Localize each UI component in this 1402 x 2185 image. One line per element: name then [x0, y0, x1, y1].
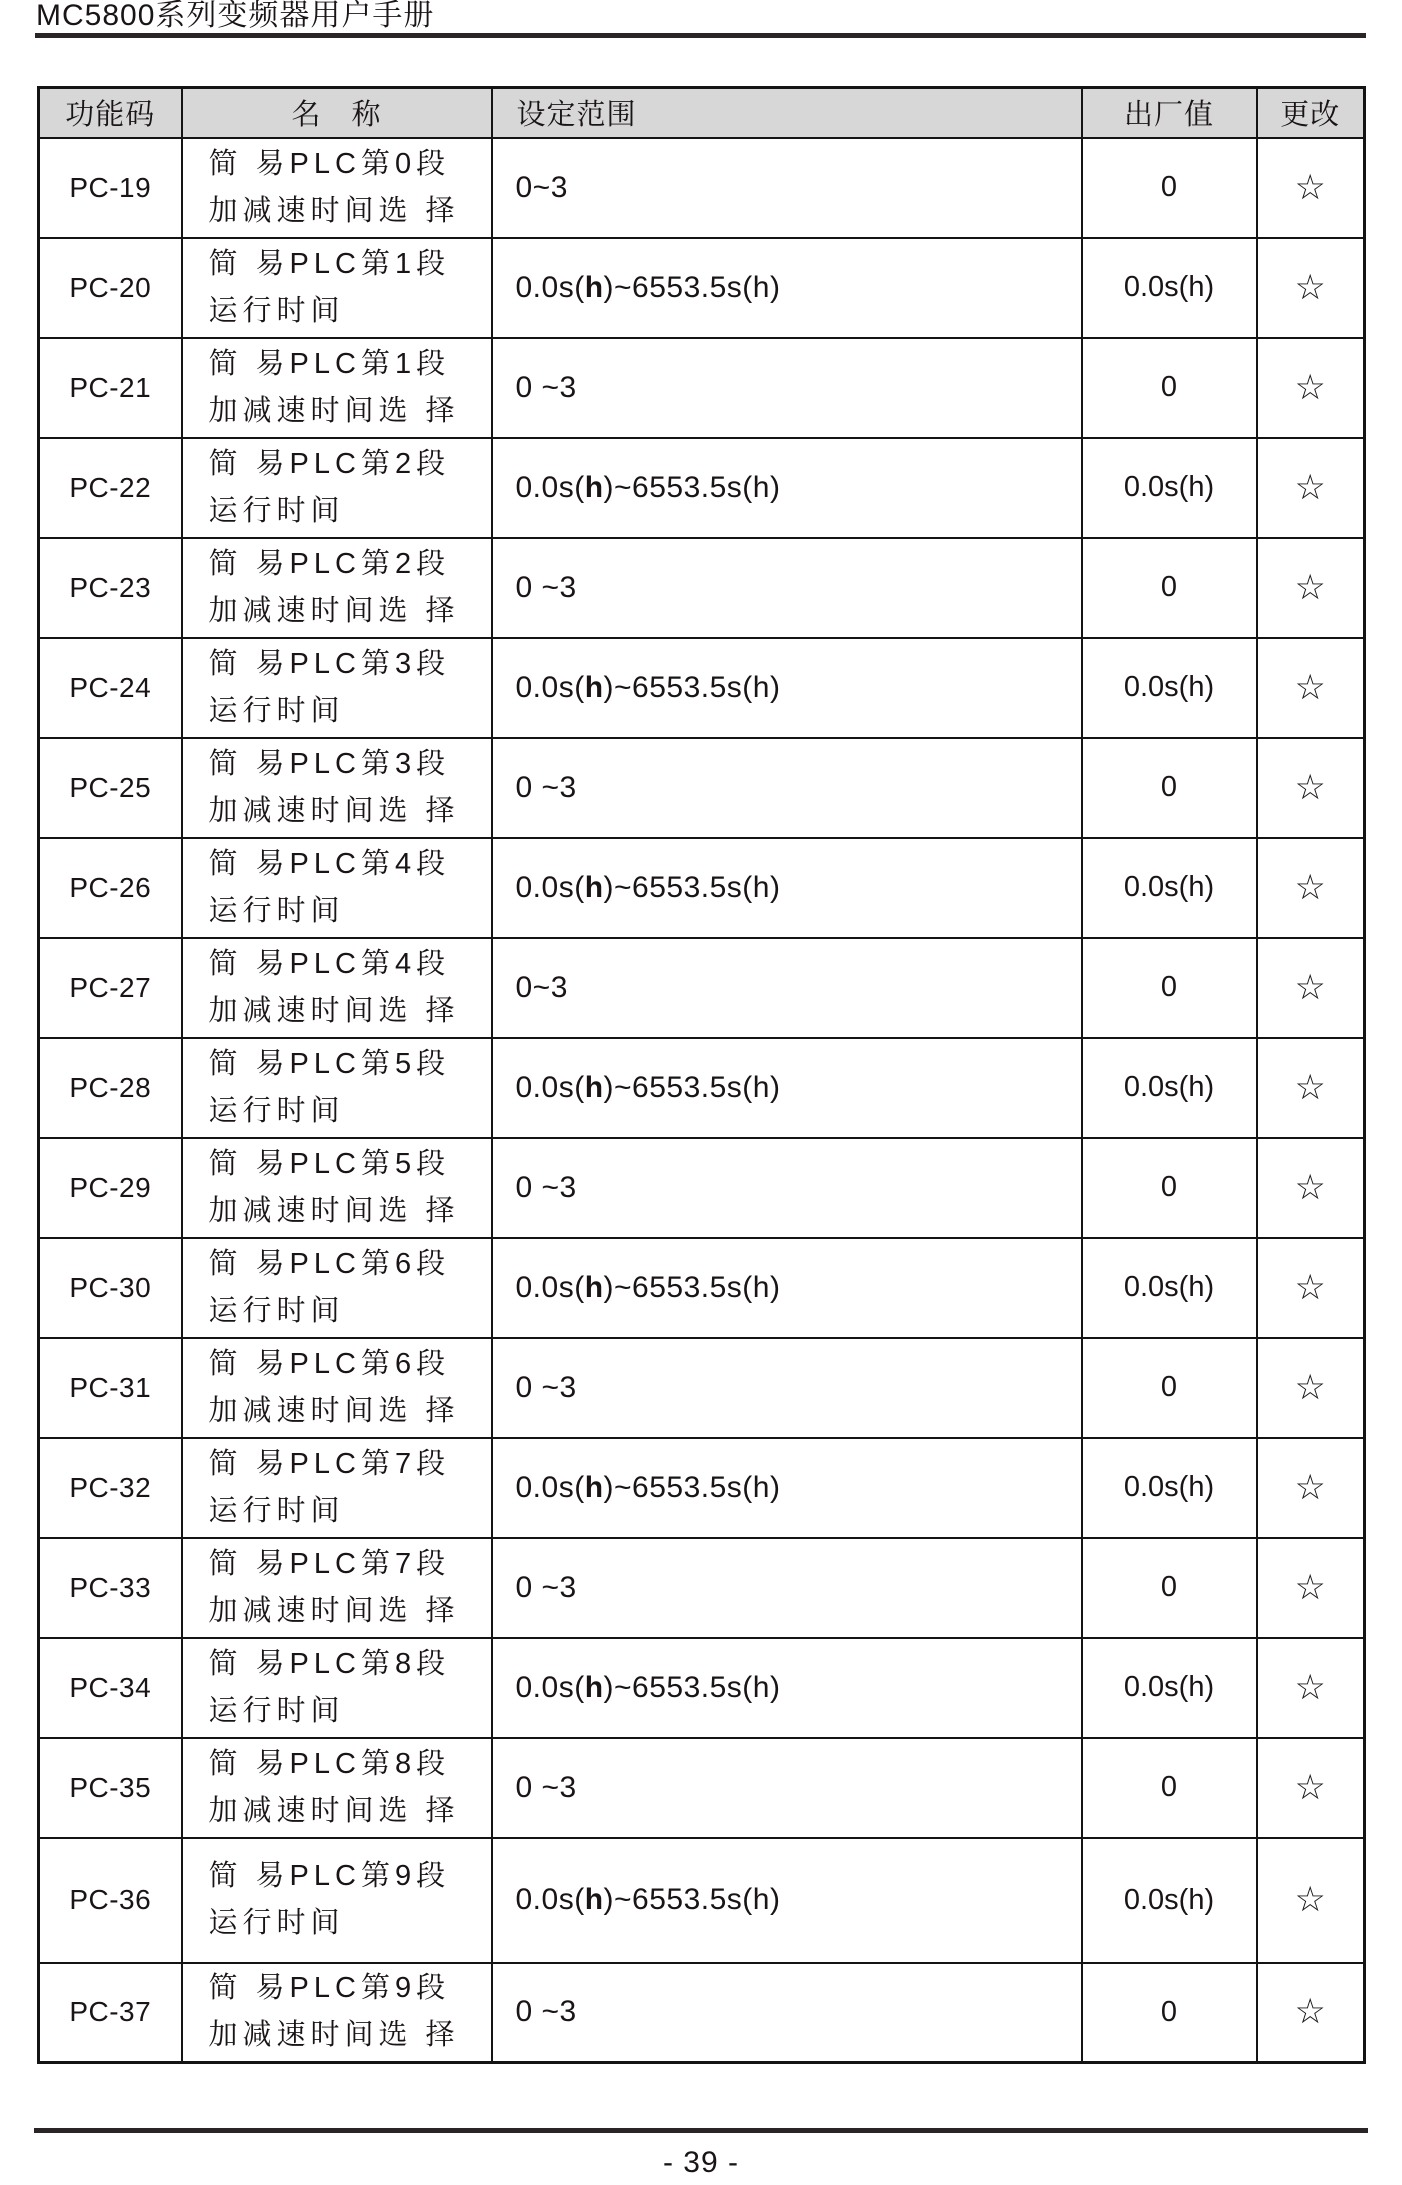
- cell-name: [182, 638, 492, 738]
- table-row: [39, 1038, 1365, 1138]
- cell-change star-outline-icon: ☆: [1257, 538, 1365, 638]
- name-line-2: 运行时间: [208, 1494, 345, 1527]
- cell-factory-value: 0.0s(h): [1082, 838, 1257, 938]
- cell-setting-range: 0.0s(h)~6553.5s(h): [492, 438, 1082, 538]
- cell-function-code: PC-27: [39, 938, 182, 1038]
- cell-name: [182, 938, 492, 1038]
- cell-function-code: PC-24: [39, 638, 182, 738]
- table-row: [39, 938, 1365, 1038]
- name-line-2: 加减速时间选 择: [208, 594, 460, 627]
- cell-factory-value: 0: [1082, 1738, 1257, 1838]
- cell-function-code: PC-37: [39, 1963, 182, 2063]
- cell-name: [182, 1038, 492, 1138]
- cell-factory-value: 0: [1082, 938, 1257, 1038]
- name-line-1: 简 易PLC第8段: [208, 1647, 451, 1680]
- name-line-2: 运行时间: [208, 1094, 345, 1127]
- cell-change star-outline-icon: ☆: [1257, 238, 1365, 338]
- table-row: [39, 238, 1365, 338]
- cell-setting-range: 0 ~3: [492, 1738, 1082, 1838]
- cell-name: [182, 538, 492, 638]
- cell-setting-range: 0.0s(h)~6553.5s(h): [492, 1838, 1082, 1963]
- cell-setting-range: 0.0s(h)~6553.5s(h): [492, 1038, 1082, 1138]
- cell-function-code: PC-28: [39, 1038, 182, 1138]
- cell-name: [182, 238, 492, 338]
- cell-factory-value: 0.0s(h): [1082, 1438, 1257, 1538]
- name-line-2: 加减速时间选 择: [208, 1194, 460, 1227]
- cell-factory-value: 0: [1082, 1538, 1257, 1638]
- name-line-1: 简 易PLC第6段: [208, 1347, 451, 1380]
- name-line-1: 简 易PLC第1段: [208, 347, 451, 380]
- cell-name: [182, 338, 492, 438]
- name-line-2: 运行时间: [208, 1694, 345, 1727]
- cell-setting-range: 0.0s(h)~6553.5s(h): [492, 838, 1082, 938]
- cell-change star-outline-icon: ☆: [1257, 1638, 1365, 1738]
- name-line-2: 运行时间: [208, 494, 345, 527]
- name-line-1: 简 易PLC第3段: [208, 747, 451, 780]
- cell-change star-outline-icon: ☆: [1257, 1738, 1365, 1838]
- table-header-row: [39, 88, 1365, 138]
- table-row: [39, 1638, 1365, 1738]
- name-line-1: 简 易PLC第9段: [208, 1972, 451, 2005]
- cell-factory-value: 0: [1082, 138, 1257, 238]
- cell-change star-outline-icon: ☆: [1257, 1438, 1365, 1538]
- cell-change star-outline-icon: ☆: [1257, 1538, 1365, 1638]
- name-line-2: 加减速时间选 择: [208, 2019, 460, 2052]
- footer-divider: [34, 2128, 1368, 2133]
- name-line-1: 简 易PLC第7段: [208, 1447, 451, 1480]
- cell-name: [182, 1963, 492, 2063]
- cell-setting-range: 0 ~3: [492, 1338, 1082, 1438]
- table-row: [39, 438, 1365, 538]
- name-line-2: 运行时间: [208, 294, 345, 327]
- table-row: [39, 738, 1365, 838]
- column-header-name: 名 称: [182, 88, 492, 138]
- name-line-2: 加减速时间选 择: [208, 994, 460, 1027]
- name-line-2: 加减速时间选 择: [208, 1794, 460, 1827]
- name-line-1: 简 易PLC第8段: [208, 1747, 451, 1780]
- table-row: [39, 1438, 1365, 1538]
- cell-change star-outline-icon: ☆: [1257, 1963, 1365, 2063]
- page-title: MC5800系列变频器用户手册: [36, 0, 435, 32]
- table-row: [39, 138, 1365, 238]
- table-row: [39, 1538, 1365, 1638]
- cell-function-code: PC-20: [39, 238, 182, 338]
- cell-factory-value: 0.0s(h): [1082, 1838, 1257, 1963]
- cell-change star-outline-icon: ☆: [1257, 1138, 1365, 1238]
- column-header-function-code: 功能码: [39, 88, 182, 138]
- cell-function-code: PC-19: [39, 138, 182, 238]
- cell-change star-outline-icon: ☆: [1257, 1838, 1365, 1963]
- cell-function-code: PC-30: [39, 1238, 182, 1338]
- table-row: [39, 1963, 1365, 2063]
- cell-function-code: PC-22: [39, 438, 182, 538]
- cell-change star-outline-icon: ☆: [1257, 1238, 1365, 1338]
- cell-function-code: PC-36: [39, 1838, 182, 1963]
- name-line-2: 加减速时间选 择: [208, 1394, 460, 1427]
- cell-name: [182, 1738, 492, 1838]
- page-number: - 39 -: [662, 2146, 740, 2179]
- parameter-table: [37, 86, 1366, 2064]
- name-line-1: 简 易PLC第0段: [208, 147, 451, 180]
- cell-change star-outline-icon: ☆: [1257, 938, 1365, 1038]
- cell-setting-range: 0~3: [492, 138, 1082, 238]
- column-header-setting-range: 设定范围: [492, 88, 1082, 138]
- cell-setting-range: 0.0s(h)~6553.5s(h): [492, 1438, 1082, 1538]
- name-line-1: 简 易PLC第4段: [208, 847, 451, 880]
- name-line-1: 简 易PLC第9段: [208, 1860, 451, 1892]
- cell-name: [182, 438, 492, 538]
- cell-function-code: PC-33: [39, 1538, 182, 1638]
- cell-name: [182, 138, 492, 238]
- cell-function-code: PC-29: [39, 1138, 182, 1238]
- cell-function-code: PC-23: [39, 538, 182, 638]
- cell-factory-value: 0.0s(h): [1082, 238, 1257, 338]
- cell-factory-value: 0.0s(h): [1082, 1238, 1257, 1338]
- cell-setting-range: 0 ~3: [492, 1963, 1082, 2063]
- cell-factory-value: 0: [1082, 1138, 1257, 1238]
- name-line-1: 简 易PLC第2段: [208, 547, 451, 580]
- cell-factory-value: 0: [1082, 738, 1257, 838]
- cell-change star-outline-icon: ☆: [1257, 1338, 1365, 1438]
- name-line-1: 简 易PLC第2段: [208, 447, 451, 480]
- cell-change star-outline-icon: ☆: [1257, 1038, 1365, 1138]
- cell-change star-outline-icon: ☆: [1257, 338, 1365, 438]
- cell-setting-range: 0 ~3: [492, 1538, 1082, 1638]
- cell-name: [182, 738, 492, 838]
- table-row: [39, 1738, 1365, 1838]
- name-line-2: 加减速时间选 择: [208, 394, 460, 427]
- cell-setting-range: 0 ~3: [492, 1138, 1082, 1238]
- name-line-1: 简 易PLC第7段: [208, 1547, 451, 1580]
- cell-change star-outline-icon: ☆: [1257, 738, 1365, 838]
- name-line-1: 简 易PLC第1段: [208, 247, 451, 280]
- table-body: [39, 138, 1365, 2063]
- column-header-factory-value: 出厂值: [1082, 88, 1257, 138]
- cell-function-code: PC-35: [39, 1738, 182, 1838]
- cell-factory-value: 0.0s(h): [1082, 1038, 1257, 1138]
- cell-name: [182, 1438, 492, 1538]
- cell-function-code: PC-31: [39, 1338, 182, 1438]
- table-row: [39, 638, 1365, 738]
- cell-setting-range: 0.0s(h)~6553.5s(h): [492, 1638, 1082, 1738]
- name-line-1: 简 易PLC第5段: [208, 1047, 451, 1080]
- name-line-1: 简 易PLC第5段: [208, 1147, 451, 1180]
- cell-name: [182, 1538, 492, 1638]
- cell-factory-value: 0: [1082, 538, 1257, 638]
- cell-change star-outline-icon: ☆: [1257, 438, 1365, 538]
- cell-name: [182, 1638, 492, 1738]
- table-row: [39, 1238, 1365, 1338]
- cell-factory-value: 0: [1082, 338, 1257, 438]
- name-line-2: 运行时间: [208, 894, 345, 927]
- cell-setting-range: 0.0s(h)~6553.5s(h): [492, 238, 1082, 338]
- cell-change star-outline-icon: ☆: [1257, 138, 1365, 238]
- cell-function-code: PC-32: [39, 1438, 182, 1538]
- cell-setting-range: 0.0s(h)~6553.5s(h): [492, 1238, 1082, 1338]
- table-row: [39, 338, 1365, 438]
- cell-function-code: PC-34: [39, 1638, 182, 1738]
- name-line-2: 运行时间: [208, 1294, 345, 1327]
- cell-name: [182, 1338, 492, 1438]
- cell-setting-range: 0~3: [492, 938, 1082, 1038]
- cell-function-code: PC-26: [39, 838, 182, 938]
- cell-setting-range: 0 ~3: [492, 538, 1082, 638]
- cell-function-code: PC-21: [39, 338, 182, 438]
- cell-name: [182, 1138, 492, 1238]
- column-header-change: 更改: [1257, 88, 1365, 138]
- cell-factory-value: 0.0s(h): [1082, 438, 1257, 538]
- name-line-2: 运行时间: [208, 694, 345, 727]
- cell-name: [182, 1238, 492, 1338]
- name-line-2: 加减速时间选 择: [208, 1594, 460, 1627]
- name-line-2: 加减速时间选 择: [208, 194, 460, 227]
- cell-setting-range: 0 ~3: [492, 338, 1082, 438]
- table-row: [39, 1138, 1365, 1238]
- cell-factory-value: 0: [1082, 1963, 1257, 2063]
- table-row: [39, 838, 1365, 938]
- name-line-2: 加减速时间选 择: [208, 794, 460, 827]
- cell-factory-value: 0: [1082, 1338, 1257, 1438]
- table-row: [39, 538, 1365, 638]
- table-header: [39, 88, 1365, 138]
- cell-factory-value: 0.0s(h): [1082, 1638, 1257, 1738]
- name-line-2: 运行时间: [208, 1907, 345, 1939]
- cell-setting-range: 0.0s(h)~6553.5s(h): [492, 638, 1082, 738]
- name-line-1: 简 易PLC第4段: [208, 947, 451, 980]
- name-line-1: 简 易PLC第6段: [208, 1247, 451, 1280]
- header-divider: [35, 33, 1366, 38]
- table-row: [39, 1838, 1365, 1963]
- cell-name: [182, 1838, 492, 1963]
- name-line-1: 简 易PLC第3段: [208, 647, 451, 680]
- table-row: [39, 1338, 1365, 1438]
- cell-factory-value: 0.0s(h): [1082, 638, 1257, 738]
- cell-function-code: PC-25: [39, 738, 182, 838]
- cell-setting-range: 0 ~3: [492, 738, 1082, 838]
- cell-change star-outline-icon: ☆: [1257, 838, 1365, 938]
- cell-change star-outline-icon: ☆: [1257, 638, 1365, 738]
- cell-name: [182, 838, 492, 938]
